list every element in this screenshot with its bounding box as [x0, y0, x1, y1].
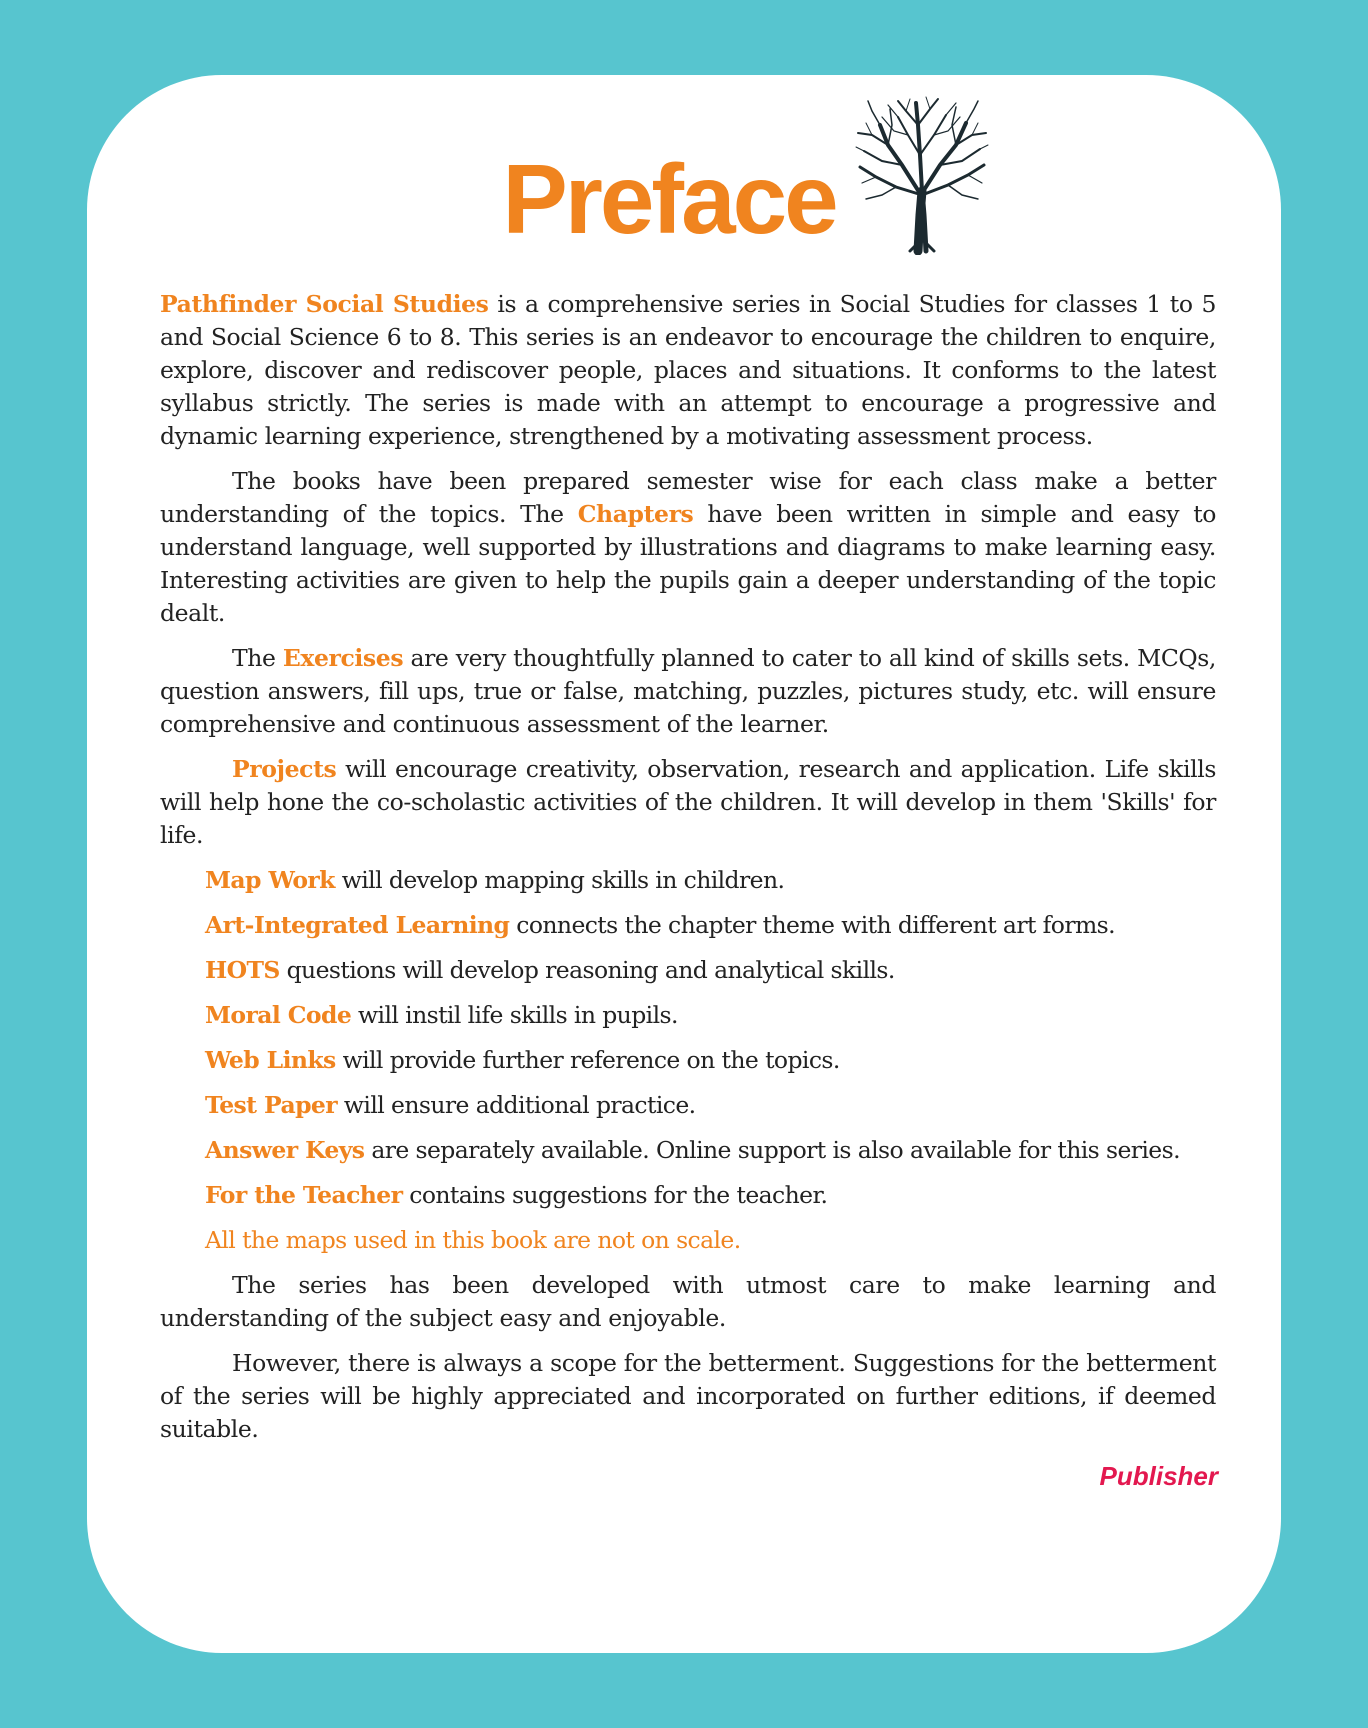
feature-label: Web Links: [205, 1046, 336, 1074]
feature-label: Test Paper: [205, 1091, 338, 1119]
feature-item: For the Teacher contains suggestions for the teacher.: [205, 1181, 828, 1209]
preface-body: [160, 288, 1216, 1458]
series-name: Pathfinder Social Studies: [160, 290, 489, 318]
page-title: Preface: [502, 144, 836, 254]
paragraph-closing-1: The series has been developed with utmost care to make learning and understanding of the subject easy and enjoyable.: [160, 1271, 1216, 1332]
feature-item: Test Paper will ensure additional practice.: [205, 1091, 696, 1119]
paragraph-exercises: The Exercises are very thoughtfully planned to cater to all kind of skills sets. MCQs, question answers, fill ups, true or false, matching, puzzles, pictures study, etc. will ensure comprehensive and continuous assessment of the learner.: [160, 644, 1216, 738]
feature-label: Moral Code: [205, 1001, 352, 1029]
feature-label: Answer Keys: [205, 1136, 365, 1164]
feature-item: Moral Code will instil life skills in pupils.: [205, 1001, 678, 1029]
feature-item: Answer Keys are separately available. Online support is also available for this series.: [205, 1136, 1180, 1164]
feature-item: Web Links will provide further reference on the topics.: [205, 1046, 840, 1074]
highlight-projects: Projects: [232, 755, 337, 783]
feature-item: Art-Integrated Learning connects the chapter theme with different art forms.: [205, 911, 1115, 939]
publisher-signature: Publisher: [1099, 1461, 1218, 1491]
feature-item: Map Work will develop mapping skills in children.: [205, 866, 785, 894]
paragraph-projects: Projects will encourage creativity, observation, research and application. Life skills will help hone the co-scholastic activities of the children. It will develop in them 'Skills' for life.: [160, 755, 1216, 849]
paragraph-intro: Pathfinder Social Studies is a comprehensive series in Social Studies for classes 1 to 5 and Social Science 6 to 8. This series is an endeavor to encourage the children to enquire, explore, discover and rediscover people, places and situations. It conforms to the latest syllabus strictly. The series is made with an attempt to encourage a progressive and dynamic learning experience, strengthened by a motivating assessment process.: [160, 290, 1216, 450]
feature-label: Map Work: [205, 866, 335, 894]
maps-scale-note: All the maps used in this book are not on scale.: [205, 1226, 741, 1254]
paragraph-chapters: The books have been prepared semester wise for each class make a better understanding of the topics. The Chapters have been written in simple and easy to understand language, well supported by illustrations and diagrams to make learning easy. Interesting activities are given to help the pupils gain a deeper understanding of the topic dealt.: [160, 467, 1216, 627]
tree-icon: [852, 95, 992, 255]
highlight-chapters: Chapters: [577, 500, 694, 528]
paragraph-closing-2: However, there is always a scope for the betterment. Suggestions for the betterment of the series will be highly appreciated and incorporated on further editions, if deemed suitable.: [160, 1349, 1216, 1443]
feature-item: HOTS questions will develop reasoning and analytical skills.: [205, 956, 895, 984]
feature-label: For the Teacher: [205, 1181, 403, 1209]
feature-label: Art-Integrated Learning: [205, 911, 510, 939]
highlight-exercises: Exercises: [282, 644, 404, 672]
feature-label: HOTS: [205, 956, 280, 984]
